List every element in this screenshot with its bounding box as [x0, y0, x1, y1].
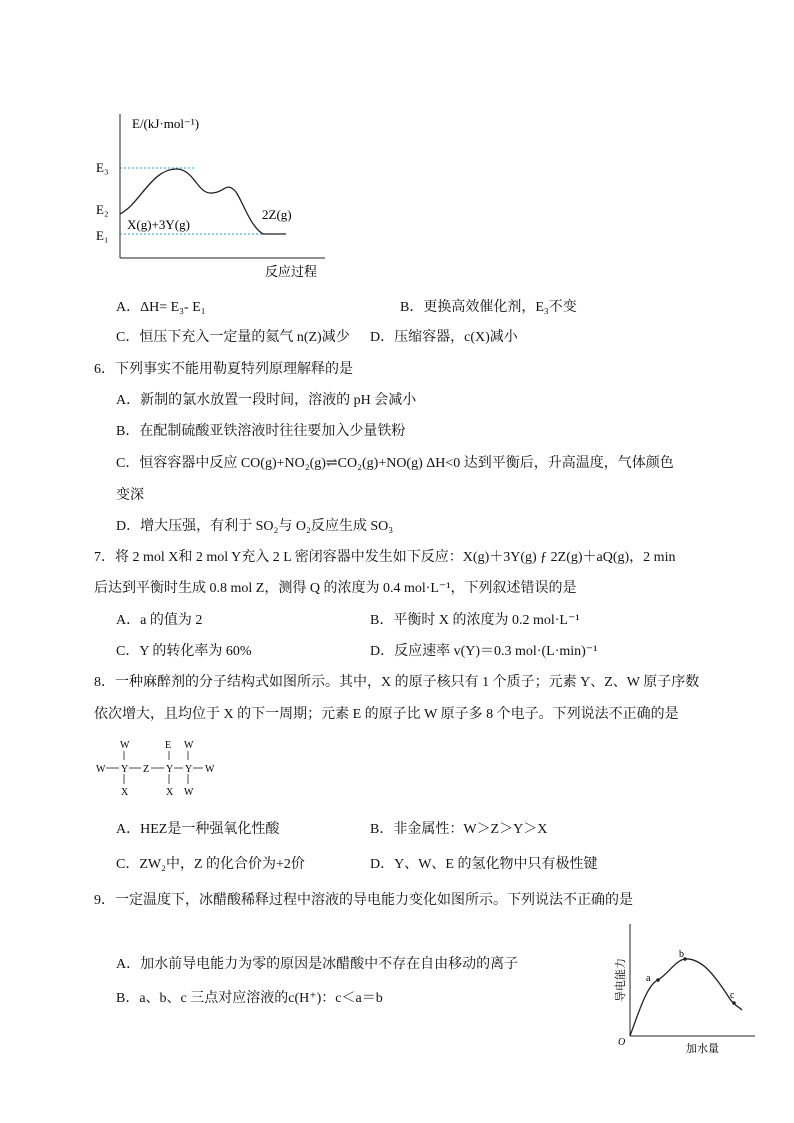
atom-z: Z [143, 764, 150, 775]
q9-option-b: B．a、b、c 三点对应溶液的c(H⁺)：c＜a＝b [116, 991, 383, 1006]
q8-option-a: A．HEZ是一种强氧化性酸 [116, 822, 280, 837]
q7-option-c: C．Y 的转化率为 60% [116, 644, 252, 659]
y-axis-label: E/(kJ·mol⁻¹) [132, 116, 200, 131]
q9-stem: 9．一定温度下，冰醋酸稀释过程中溶液的导电能力变化如图所示。下列说法不正确的是 [94, 893, 633, 908]
x-axis-label: 反应过程 [265, 264, 318, 279]
q7-stem-line1: 7．将 2 mol X和 2 mol Y充入 2 L 密闭容器中发生如下反应：X(g)＋3Y(g) ƒ 2Z(g)＋aQ(g)，2 min [94, 550, 676, 565]
q7-option-b: B．平衡时 X 的浓度为 0.2 mol·L⁻¹ [370, 613, 580, 628]
q8-stem-line1: 8．一种麻醉剂的分子结构式如图所示。其中，X 的原子核只有 1 个质子；元素 Y、Z、W 原子序数 [94, 675, 700, 690]
chart-y-label: 导电能力 [615, 958, 627, 1002]
energy-diagram [90, 108, 340, 288]
point-a-marker [656, 978, 660, 982]
e3-label: E₃ [96, 160, 109, 175]
q5-option-d: D．压缩容器，c(X)减小 [370, 330, 518, 345]
atom-y1: Y [121, 764, 129, 775]
q9-option-a: A．加水前导电能力为零的原因是冰醋酸中不存在自由移动的离子 [116, 957, 519, 972]
atom-e-top: E [165, 740, 172, 751]
atom-w-top1: W [120, 740, 130, 751]
q6-option-d: D．增大压强，有利于 SO₂与 O₂反应生成 SO₃ [116, 519, 394, 534]
e2-label: E₂ [96, 202, 109, 217]
q8-option-d: D．Y、W、E 的氢化物中只有极性键 [370, 857, 598, 872]
q7-stem-line2: 后达到平衡时生成 0.8 mol Z，测得 Q 的浓度为 0.4 mol·L⁻¹，下列叙述错误的是 [94, 581, 577, 596]
atom-y3: Y [185, 764, 193, 775]
q7-option-d: D．反应速率 v(Y)＝0.3 mol·(L·min)⁻¹ [370, 644, 598, 659]
conductivity-curve [630, 959, 742, 1036]
atom-w-bottom: W [184, 787, 194, 798]
conductivity-chart [610, 918, 760, 1058]
origin-label: O [618, 1037, 626, 1048]
q6-option-c: C．恒容容器中反应 CO(g)+NO₂(g)⇌CO₂(g)+NO(g) ΔH<0 达到平衡后，升高温度，气体颜色 [116, 456, 674, 471]
point-c-marker [732, 1001, 736, 1005]
q6-stem: 6．下列事实不能用勒夏特列原理解释的是 [94, 362, 353, 377]
point-a-label: a [646, 973, 651, 984]
atom-w-left: W [96, 764, 106, 775]
q8-stem-line2: 依次增大，且均位于 X 的下一周期；元素 E 的原子比 W 原子多 8 个电子。下列说法不正确的是 [94, 707, 679, 722]
q8-option-c: C．ZW₂中，Z 的化合价为+2价 [116, 857, 305, 872]
point-c-label: c [730, 990, 735, 1001]
atom-w-top2: W [184, 740, 194, 751]
q5-option-c: C．恒压下充入一定量的氦气 n(Z)减少 [116, 330, 350, 345]
q8-option-b: B．非金属性：W＞Z＞Y＞X [370, 822, 548, 837]
atom-w-right: W [205, 764, 215, 775]
q6-option-b: B．在配制硫酸亚铁溶液时往往要加入少量铁粉 [116, 424, 406, 439]
atom-y2: Y [166, 764, 174, 775]
reactants-label: X(g)+3Y(g) [127, 217, 190, 232]
q6-option-c-cont: 变深 [116, 488, 144, 503]
atom-x-bottom1: X [121, 787, 129, 798]
q5-option-a: A．ΔH= E₃- E₁ [116, 300, 206, 315]
products-label: 2Z(g) [262, 207, 292, 222]
molecular-structure [92, 736, 232, 800]
chart-x-label: 加水量 [686, 1043, 719, 1055]
e1-label: E₁ [96, 228, 109, 243]
q7-option-a: A．a 的值为 2 [116, 613, 203, 628]
q6-option-a: A．新制的氯水放置一段时间，溶液的 pH 会减小 [116, 393, 417, 408]
atom-x-bottom2: X [166, 787, 174, 798]
point-b-label: b [679, 949, 684, 960]
q5-option-b: B．更换高效催化剂，E₃不变 [400, 300, 577, 315]
